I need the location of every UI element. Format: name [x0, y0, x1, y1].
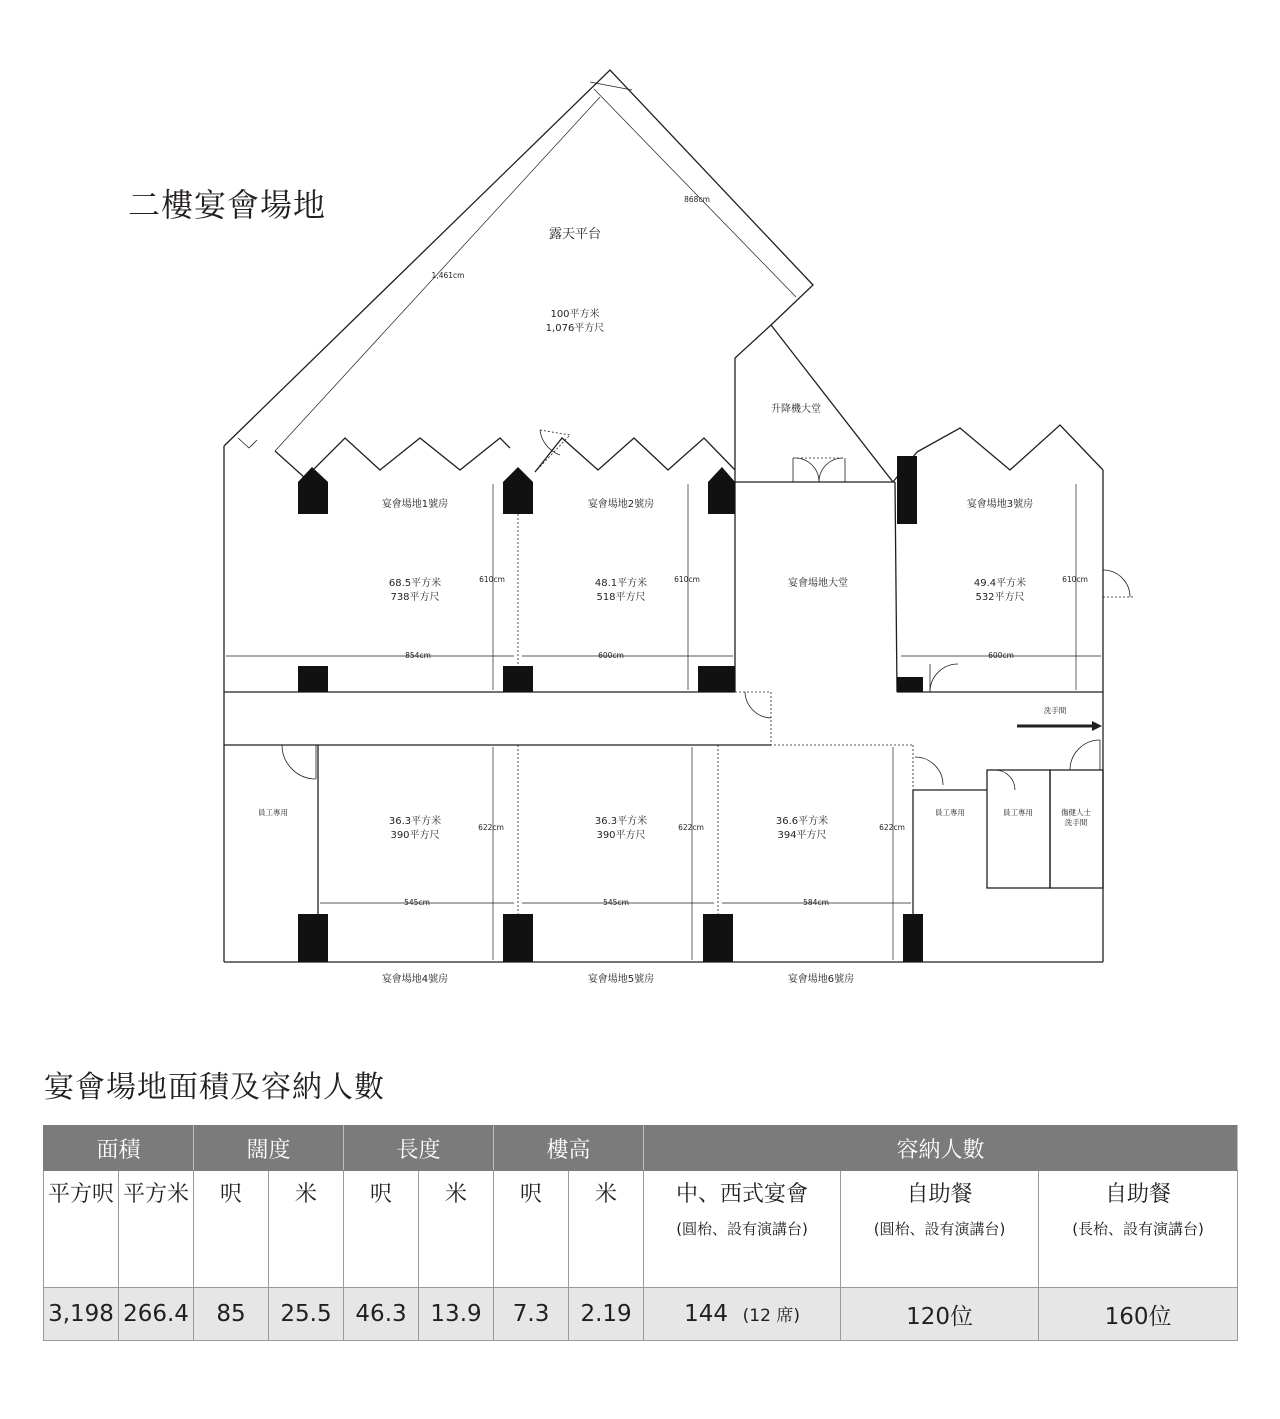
- room2-area-sqft: 518平方尺: [596, 592, 646, 603]
- room3-depth: 610cm: [1062, 575, 1088, 584]
- value-capacity-buffet-long: 160位: [1039, 1288, 1238, 1341]
- value-capacity-banquet-tables: (12 席): [742, 1306, 800, 1326]
- room1-area-sqft: 738平方尺: [390, 592, 440, 603]
- group-width: 闊度: [194, 1126, 344, 1171]
- room5-name: 宴會場地5號房: [587, 974, 655, 985]
- room6-name: 宴會場地6號房: [787, 974, 855, 985]
- terrace-name: 露天平台: [548, 227, 602, 242]
- capacity-buffet-round-note: (圓枱、設有演講台): [873, 1220, 1006, 1238]
- group-capacity: 容納人數: [644, 1126, 1238, 1171]
- room3-area-sqm: 49.4平方米: [973, 578, 1027, 589]
- room6-depth: 622cm: [879, 823, 905, 832]
- value-sqft: 3,198: [44, 1288, 119, 1341]
- foyer-label: 宴會場地大堂: [788, 578, 848, 589]
- room1-area-sqm: 68.5平方米: [388, 578, 442, 589]
- room6-area-sqm: 36.6平方米: [775, 816, 829, 827]
- room5-area-sqm: 36.3平方米: [594, 816, 648, 827]
- group-area: 面積: [44, 1126, 194, 1171]
- staff-only-label-west: 員工專用: [258, 808, 288, 817]
- terrace-dim-line-short: [594, 89, 796, 297]
- terrace-dim-short: 868cm: [684, 195, 710, 204]
- capacity-table: [43, 1125, 1238, 1341]
- capacity-buffet-long-label: 自助餐: [1105, 1182, 1172, 1207]
- lift-lobby-label: 升降機大堂: [771, 404, 821, 415]
- room-dimension-lines: [226, 484, 1101, 960]
- capacity-banquet-note: (圓枱、設有演講台): [676, 1220, 808, 1238]
- capacity-buffet-long-note: (長枱、設有演講台): [1072, 1220, 1204, 1238]
- accessible-wc-line1: 傷健人士: [1061, 808, 1091, 817]
- capacity-banquet-label: 中、西式宴會: [676, 1182, 809, 1207]
- value-capacity-buffet-round: 120位: [841, 1288, 1039, 1341]
- room1-depth: 610cm: [479, 575, 505, 584]
- staff-only-label-east-2: 員工專用: [1003, 808, 1033, 817]
- value-capacity-banquet-main: 144: [684, 1301, 729, 1327]
- unit-width-ft: 呎: [194, 1171, 269, 1288]
- structural-columns: [298, 456, 923, 962]
- room4-name: 宴會場地4號房: [381, 974, 449, 985]
- room4-area-sqm: 36.3平方米: [388, 816, 442, 827]
- group-length: 長度: [344, 1126, 494, 1171]
- room1-width: 854cm: [405, 651, 431, 660]
- terrace-outline: [224, 70, 813, 482]
- room5-depth: 622cm: [678, 823, 704, 832]
- unit-width-m: 米: [269, 1171, 344, 1288]
- accessible-wc-line2: 洗手間: [1064, 818, 1088, 827]
- terrace-area-sqft: 1,076平方尺: [545, 323, 605, 334]
- group-ceiling-height: 樓高: [494, 1126, 644, 1171]
- room4-depth: 622cm: [478, 823, 504, 832]
- capacity-table-title: 宴會場地面積及容納人數: [44, 1070, 385, 1105]
- value-length-ft: 46.3: [344, 1288, 419, 1341]
- table-unit-header-row: [44, 1171, 1238, 1288]
- unit-length-m: 米: [419, 1171, 494, 1288]
- value-length-m: 13.9: [419, 1288, 494, 1341]
- table-value-row: [44, 1288, 1238, 1341]
- room2-depth: 610cm: [674, 575, 700, 584]
- value-width-ft: 85: [194, 1288, 269, 1341]
- unit-sqft: 平方呎: [44, 1171, 119, 1288]
- terrace-area-sqm: 100平方米: [550, 309, 600, 320]
- room6-width: 584cm: [803, 898, 829, 907]
- floor-plan-title: 二樓宴會場地: [128, 186, 327, 224]
- terrace-dim-long: 1,461cm: [431, 271, 465, 280]
- room3-area-sqft: 532平方尺: [975, 592, 1025, 603]
- capacity-buffet-round-header: [841, 1171, 1039, 1288]
- room5-width: 545cm: [603, 898, 629, 907]
- staff-only-label-east-1: 員工專用: [935, 808, 965, 817]
- room3-width: 600cm: [988, 651, 1014, 660]
- value-width-m: 25.5: [269, 1288, 344, 1341]
- washroom-sign: 洗手間: [1043, 706, 1067, 715]
- room5-area-sqft: 390平方尺: [596, 830, 646, 841]
- unit-length-ft: 呎: [344, 1171, 419, 1288]
- value-sqm: 266.4: [119, 1288, 194, 1341]
- room1-name: 宴會場地1號房: [381, 499, 449, 510]
- unit-height-m: 米: [569, 1171, 644, 1288]
- room2-width: 600cm: [598, 651, 624, 660]
- room6-area-sqft: 394平方尺: [777, 830, 827, 841]
- capacity-banquet-header: [644, 1171, 841, 1288]
- room4-area-sqft: 390平方尺: [390, 830, 440, 841]
- value-capacity-banquet: [644, 1288, 841, 1341]
- room2-area-sqm: 48.1平方米: [594, 578, 648, 589]
- room4-width: 545cm: [404, 898, 430, 907]
- value-height-m: 2.19: [569, 1288, 644, 1341]
- room2-name: 宴會場地2號房: [587, 499, 655, 510]
- capacity-buffet-round-label: 自助餐: [906, 1182, 973, 1207]
- capacity-buffet-long-header: [1039, 1171, 1238, 1288]
- unit-sqm: 平方米: [119, 1171, 194, 1288]
- value-height-ft: 7.3: [494, 1288, 569, 1341]
- unit-height-ft: 呎: [494, 1171, 569, 1288]
- table-group-header-row: [44, 1126, 1238, 1171]
- room3-name: 宴會場地3號房: [966, 499, 1034, 510]
